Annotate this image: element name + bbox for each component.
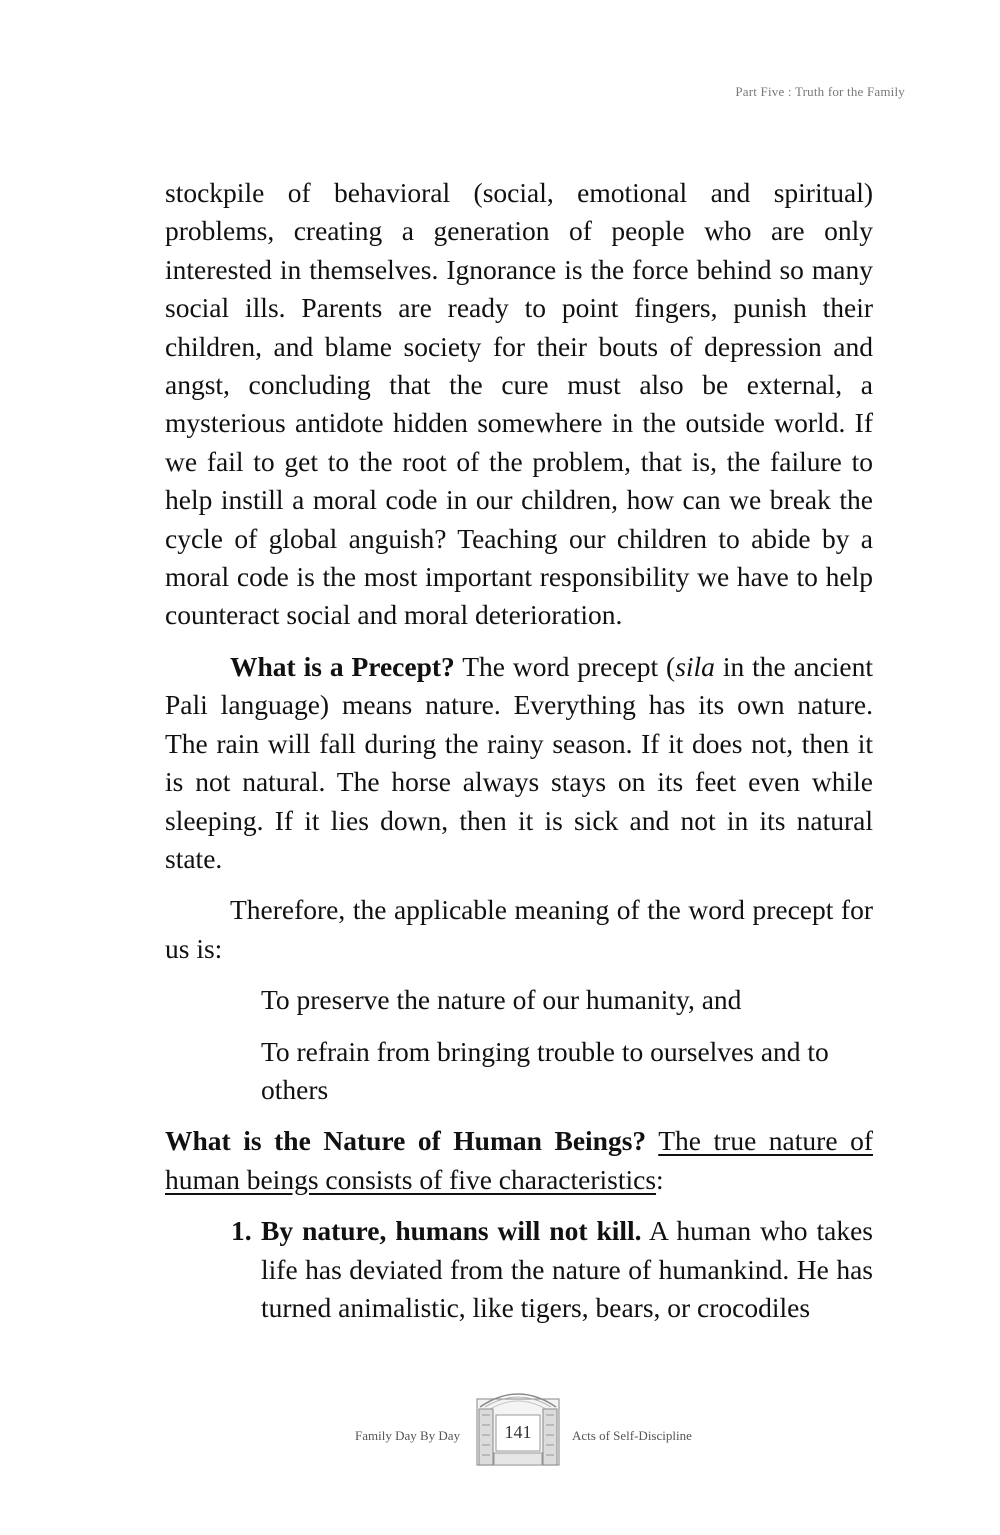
precept-text-b: in the ancient Pali language) means nature. Everything has its own nature. The rain will fall during the rainy season. If it does not, then it is not natural. The horse always stays on its feet even while sleeping. If it lies down, then it is sick and not in its natural state. [165,650,873,874]
human-nature-suffix: : [656,1163,664,1195]
precept-heading: What is a Precept? [230,650,455,682]
meaning-item-refrain: To refrain from bringing trouble to ourselves and to others [261,1035,829,1105]
meaning-item-preserve: To preserve the nature of our humanity, and [261,984,742,1016]
list-item-lead: By nature, humans will not kill. [261,1215,642,1247]
list-item-body [261,1212,873,1327]
list-item [165,1212,873,1327]
human-nature-heading: What is the Nature of Human Beings? [165,1125,647,1157]
running-header: Part Five : Truth for the Family [735,84,905,99]
precept-term-sila: sila [675,650,715,682]
paragraph-applicable-meaning: Therefore, the applicable meaning of the word precept for us is: [165,894,873,964]
footer-chapter-title: Acts of Self-Discipline [572,1428,692,1443]
footer-book-title: Family Day By Day [355,1428,461,1443]
paragraph-human-nature [165,1122,873,1199]
body-text [165,174,873,1327]
page-footer [0,1385,1000,1475]
paragraph-behavioral-problems: stockpile of behavioral (social, emotional and spiritual) problems, creating a generation of people who are only interested in themselves. Ignorance is the force behind so many social ills. Parents are ready to point fingers, punish their children, and blame society for their bouts of depression and angst, concluding that the cure must also be external, a mysterious antidote hidden somewhere in the outside world. If we fail to get to the root of the problem, that is, the failure to help instill a moral code in our children, how can we break the cycle of global anguish? Teaching our children to abide by a moral code is the most important responsibility we have to help counteract social and moral deterioration. [165,177,873,631]
precept-text-a: The word precept ( [454,650,676,682]
list-item-text: A human who takes life has deviated from the nature of humankind. He has turned animalistic, like tigers, bears, or crocodiles [261,1215,873,1323]
human-nature-underlined: The true nature of human beings consists of five characteristics [165,1125,873,1195]
meaning-list [165,981,873,1109]
list-item-number: 1. [231,1215,252,1247]
page-number: 141 [504,1422,532,1442]
paragraph-precept [165,648,873,878]
